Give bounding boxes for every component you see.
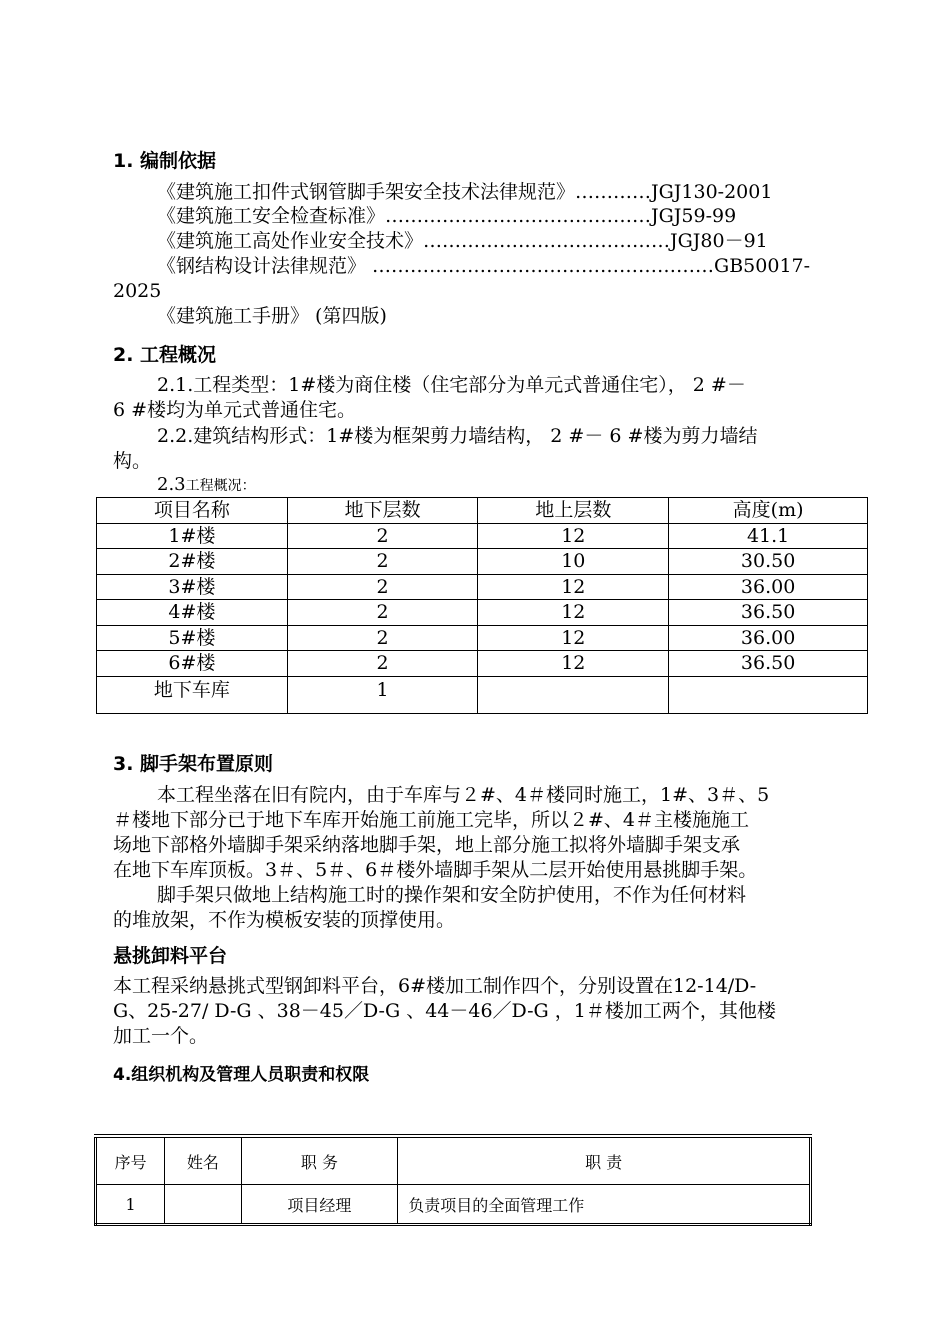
reference-line: 《建筑施工手册》 (第四版) — [157, 305, 387, 327]
subsection-number: 2.3 — [157, 474, 186, 495]
table-cell: 12 — [478, 600, 669, 626]
table-cell — [165, 1185, 241, 1225]
section-2-heading: 2. 工程概况 — [113, 344, 217, 366]
table-header-cell: 项目名称 — [97, 498, 288, 524]
table-header-cell: 姓名 — [165, 1136, 241, 1185]
table-cell: 2 — [287, 574, 478, 600]
table-row — [97, 676, 868, 713]
overview-line: 构。 — [113, 450, 152, 472]
principle-line: ＃楼地下部分已于地下车库开始施工前施工完毕，所以２#、4＃主楼施施工 — [113, 809, 750, 831]
table-header-cell: 地下层数 — [287, 498, 478, 524]
table-header-cell: 地上层数 — [478, 498, 669, 524]
table-cell: 36.00 — [669, 625, 868, 651]
principle-line: 的堆放架，不作为模板安装的顶撑使用。 — [113, 909, 456, 931]
table-cell: 6#楼 — [97, 651, 288, 677]
table-cell: 12 — [478, 523, 669, 549]
table-cell — [669, 676, 868, 713]
table-cell: 4#楼 — [97, 600, 288, 626]
subsection-label — [157, 474, 256, 497]
table-cell: 36.50 — [669, 600, 868, 626]
table-cell: 2 — [287, 625, 478, 651]
platform-line: 加工一个。 — [113, 1025, 209, 1047]
overview-line: 2.2.建筑结构形式：1#楼为框架剪力墙结构， 2 #－ 6 #楼为剪力墙结 — [157, 425, 758, 447]
table-cell: 项目经理 — [241, 1185, 398, 1225]
section-1-heading: 1. 编制依据 — [113, 150, 217, 172]
table-row — [97, 523, 868, 549]
staff-duties-table — [94, 1134, 812, 1226]
table-header-row — [97, 498, 868, 524]
reference-line: 《建筑施工高处作业安全技术》…………………………………JGJ80－91 — [157, 230, 768, 252]
table-cell: 12 — [478, 625, 669, 651]
table-row — [97, 600, 868, 626]
principle-line: 脚手架只做地上结构施工时的操作架和安全防护使用，不作为任何材料 — [157, 884, 747, 906]
platform-heading: 悬挑卸料平台 — [113, 945, 228, 967]
project-overview-table — [96, 497, 868, 714]
principle-line: 本工程坐落在旧有院内，由于车库与２#、4＃楼同时施工，1#、3＃、5 — [157, 784, 770, 806]
table-cell: 1 — [287, 676, 478, 713]
table-header-cell: 高度(m) — [669, 498, 868, 524]
table-row — [96, 1185, 811, 1225]
overview-line: 6 #楼均为单元式普通住宅。 — [113, 399, 357, 421]
table-row — [97, 574, 868, 600]
table-row — [97, 651, 868, 677]
section-3-heading: 3. 脚手架布置原则 — [113, 753, 274, 775]
table-cell: 2 — [287, 600, 478, 626]
section-4-heading: 4.组织机构及管理人员职责和权限 — [113, 1065, 370, 1085]
table-cell: 5#楼 — [97, 625, 288, 651]
table-cell: 30.50 — [669, 549, 868, 575]
table-cell: 41.1 — [669, 523, 868, 549]
table-row — [97, 549, 868, 575]
table-cell: 2 — [287, 549, 478, 575]
overview-line: 2.1.工程类型：1#楼为商住楼（住宅部分为单元式普通住宅）， 2 #－ — [157, 374, 746, 396]
reference-line: 《建筑施工安全检查标准》……………………………………JGJ59-99 — [157, 205, 737, 227]
table-cell: 36.50 — [669, 651, 868, 677]
table-cell: 1#楼 — [97, 523, 288, 549]
reference-line: 《钢结构设计法律规范》 ………………………………………………GB50017- — [157, 255, 811, 277]
table-cell: 12 — [478, 651, 669, 677]
table-header-cell: 职 责 — [398, 1136, 811, 1185]
table-cell — [478, 676, 669, 713]
table-cell: 12 — [478, 574, 669, 600]
table-cell: 2 — [287, 523, 478, 549]
principle-line: 场地下部格外墙脚手架采纳落地脚手架，地上部分施工拟将外墙脚手架支承 — [113, 834, 741, 856]
table-cell: 36.00 — [669, 574, 868, 600]
subsection-title: 工程概况： — [185, 478, 256, 494]
table-header-row — [96, 1136, 811, 1185]
platform-line: G、25-27/ D-G 、38－45／D-G 、44－46／D-G ，1＃楼加工两个，其他楼 — [113, 1000, 776, 1022]
table-header-cell: 职 务 — [241, 1136, 398, 1185]
table-cell: 3#楼 — [97, 574, 288, 600]
table-row — [97, 625, 868, 651]
table-cell: 地下车库 — [97, 676, 288, 713]
platform-line: 本工程采纳悬挑式型钢卸料平台，6#楼加工制作四个，分别设置在12-14/D- — [113, 975, 757, 997]
table-cell: 负责项目的全面管理工作 — [398, 1185, 811, 1225]
table-cell: 2#楼 — [97, 549, 288, 575]
table-cell: 10 — [478, 549, 669, 575]
principle-line: 在地下车库顶板。3＃、5＃、6＃楼外墙脚手架从二层开始使用悬挑脚手架。 — [113, 859, 758, 881]
table-cell: 1 — [96, 1185, 165, 1225]
reference-line: 《建筑施工扣件式钢管脚手架安全技术法律规范》…………JGJ130-2001 — [157, 181, 773, 203]
table-header-cell: 序号 — [96, 1136, 165, 1185]
reference-line-wrap: 2025 — [113, 280, 162, 302]
table-cell: 2 — [287, 651, 478, 677]
